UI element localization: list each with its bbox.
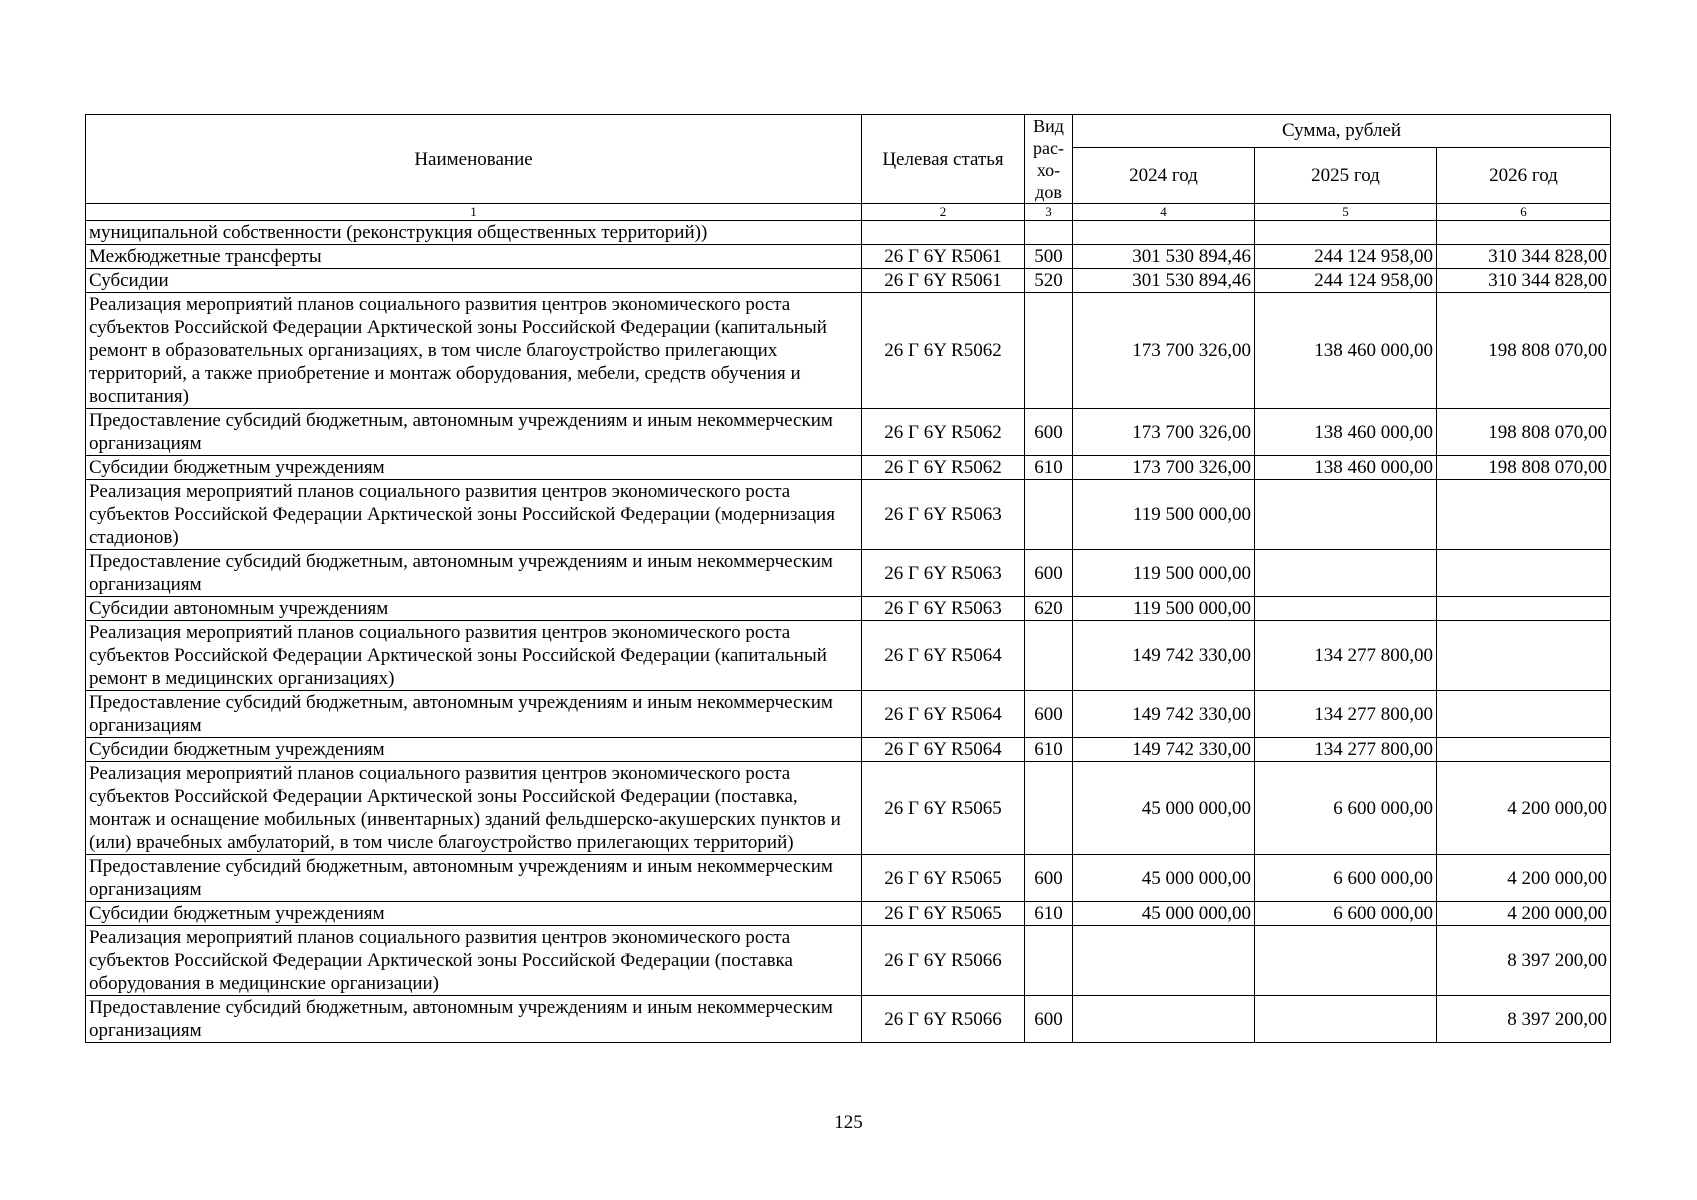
row-amount-2026-cell (1437, 597, 1611, 621)
row-amount-2025-cell: 244 124 958,00 (1255, 269, 1437, 293)
row-amount-2024-cell: 45 000 000,00 (1073, 855, 1255, 902)
row-expense-type-cell: 600 (1025, 409, 1073, 456)
row-name-cell: Реализация мероприятий планов социального развития центров экономического роста субъектов Российской Федерации Арктической зоны Российской Федерации (капитальный ремонт в медицинских организациях) (86, 621, 862, 691)
row-target-code-cell: 26 Г 6Y R5062 (862, 293, 1025, 409)
row-amount-2026-cell (1437, 480, 1611, 550)
row-amount-2025-cell (1255, 480, 1437, 550)
header-vid-line: Вид (1033, 116, 1064, 136)
row-name-cell: Субсидии бюджетным учреждениям (86, 738, 862, 762)
header-vid-line: рас- (1033, 138, 1064, 158)
row-amount-2026-cell: 310 344 828,00 (1437, 245, 1611, 269)
row-amount-2026-cell: 198 808 070,00 (1437, 409, 1611, 456)
row-expense-type-cell (1025, 480, 1073, 550)
row-amount-2024-cell: 45 000 000,00 (1073, 762, 1255, 855)
row-target-code-cell: 26 Г 6Y R5065 (862, 762, 1025, 855)
row-amount-2024-cell (1073, 221, 1255, 245)
row-amount-2024-cell: 149 742 330,00 (1073, 691, 1255, 738)
header-vid-line: хо- (1036, 160, 1061, 180)
table-row (86, 550, 1611, 597)
row-target-code-cell: 26 Г 6Y R5063 (862, 597, 1025, 621)
row-target-code-cell: 26 Г 6Y R5066 (862, 996, 1025, 1043)
column-number: 3 (1025, 204, 1073, 221)
row-amount-2025-cell: 138 460 000,00 (1255, 293, 1437, 409)
row-amount-2024-cell: 173 700 326,00 (1073, 293, 1255, 409)
row-amount-2026-cell: 8 397 200,00 (1437, 926, 1611, 996)
row-amount-2025-cell: 6 600 000,00 (1255, 855, 1437, 902)
column-number: 6 (1437, 204, 1611, 221)
table-row (86, 738, 1611, 762)
column-number-row (86, 204, 1611, 221)
row-name-cell: Предоставление субсидий бюджетным, автономным учреждениям и иным некоммерческим организациям (86, 996, 862, 1043)
row-target-code-cell: 26 Г 6Y R5065 (862, 855, 1025, 902)
row-expense-type-cell: 610 (1025, 456, 1073, 480)
table-row (86, 926, 1611, 996)
header-target: Целевая статья (862, 115, 1025, 204)
row-name-cell: Реализация мероприятий планов социального развития центров экономического роста субъектов Российской Федерации Арктической зоны Российской Федерации (модернизация стадионов) (86, 480, 862, 550)
row-name-cell: Реализация мероприятий планов социального развития центров экономического роста субъектов Российской Федерации Арктической зоны Российской Федерации (поставка, монтаж и оснащение мобильных (инвентарных) зданий фельдшерско-акушерских пунктов и (или) врачебных амбулаторий, в том числе благоустройство прилегающих территорий) (86, 762, 862, 855)
row-amount-2026-cell: 8 397 200,00 (1437, 996, 1611, 1043)
row-amount-2024-cell: 119 500 000,00 (1073, 550, 1255, 597)
row-amount-2026-cell (1437, 550, 1611, 597)
row-target-code-cell (862, 221, 1025, 245)
row-amount-2026-cell: 4 200 000,00 (1437, 902, 1611, 926)
row-expense-type-cell: 520 (1025, 269, 1073, 293)
row-expense-type-cell (1025, 762, 1073, 855)
row-name-cell: Субсидии (86, 269, 862, 293)
row-amount-2026-cell: 198 808 070,00 (1437, 293, 1611, 409)
row-expense-type-cell: 500 (1025, 245, 1073, 269)
row-name-cell: Межбюджетные трансферты (86, 245, 862, 269)
row-amount-2026-cell (1437, 621, 1611, 691)
row-name-cell: Предоставление субсидий бюджетным, автономным учреждениям и иным некоммерческим организациям (86, 855, 862, 902)
row-name-cell: Субсидии бюджетным учреждениям (86, 902, 862, 926)
table-row (86, 762, 1611, 855)
row-amount-2024-cell: 119 500 000,00 (1073, 597, 1255, 621)
table-row (86, 902, 1611, 926)
row-amount-2024-cell (1073, 996, 1255, 1043)
row-name-cell: Предоставление субсидий бюджетным, автономным учреждениям и иным некоммерческим организациям (86, 691, 862, 738)
budget-table (85, 114, 1611, 1043)
row-target-code-cell: 26 Г 6Y R5062 (862, 409, 1025, 456)
row-target-code-cell: 26 Г 6Y R5061 (862, 245, 1025, 269)
header-sum: Сумма, рублей (1073, 115, 1611, 148)
row-amount-2025-cell (1255, 550, 1437, 597)
table-row (86, 409, 1611, 456)
row-name-cell: муниципальной собственности (реконструкция общественных территорий)) (86, 221, 862, 245)
row-name-cell: Предоставление субсидий бюджетным, автономным учреждениям и иным некоммерческим организациям (86, 550, 862, 597)
row-name-cell: Реализация мероприятий планов социального развития центров экономического роста субъектов Российской Федерации Арктической зоны Российской Федерации (поставка оборудования в медицинские организации) (86, 926, 862, 996)
table-row (86, 456, 1611, 480)
row-target-code-cell: 26 Г 6Y R5064 (862, 738, 1025, 762)
table-row (86, 597, 1611, 621)
table-row (86, 293, 1611, 409)
row-name-cell: Реализация мероприятий планов социального развития центров экономического роста субъектов Российской Федерации Арктической зоны Российской Федерации (капитальный ремонт в образовательных организациях, в том числе благоустройство прилегающих территорий, а также приобретение и монтаж оборудования, мебели, средств обучения и воспитания) (86, 293, 862, 409)
row-expense-type-cell (1025, 293, 1073, 409)
row-amount-2025-cell: 244 124 958,00 (1255, 245, 1437, 269)
row-expense-type-cell (1025, 221, 1073, 245)
row-expense-type-cell: 600 (1025, 550, 1073, 597)
header-name: Наименование (86, 115, 862, 204)
row-expense-type-cell: 600 (1025, 691, 1073, 738)
row-amount-2025-cell (1255, 996, 1437, 1043)
table-row (86, 269, 1611, 293)
column-number: 4 (1073, 204, 1255, 221)
row-name-cell: Субсидии автономным учреждениям (86, 597, 862, 621)
header-vid (1025, 115, 1073, 204)
row-amount-2025-cell: 138 460 000,00 (1255, 456, 1437, 480)
row-target-code-cell: 26 Г 6Y R5064 (862, 621, 1025, 691)
header-year-2025: 2025 год (1255, 147, 1437, 203)
row-amount-2024-cell: 149 742 330,00 (1073, 621, 1255, 691)
row-target-code-cell: 26 Г 6Y R5066 (862, 926, 1025, 996)
row-amount-2024-cell: 301 530 894,46 (1073, 269, 1255, 293)
row-expense-type-cell: 620 (1025, 597, 1073, 621)
row-amount-2025-cell: 6 600 000,00 (1255, 902, 1437, 926)
page-number: 125 (834, 1112, 863, 1133)
row-amount-2024-cell: 119 500 000,00 (1073, 480, 1255, 550)
row-target-code-cell: 26 Г 6Y R5063 (862, 550, 1025, 597)
table-row (86, 221, 1611, 245)
row-expense-type-cell: 610 (1025, 738, 1073, 762)
row-name-cell: Субсидии бюджетным учреждениям (86, 456, 862, 480)
row-amount-2026-cell: 198 808 070,00 (1437, 456, 1611, 480)
row-target-code-cell: 26 Г 6Y R5062 (862, 456, 1025, 480)
row-amount-2024-cell: 45 000 000,00 (1073, 902, 1255, 926)
row-amount-2024-cell (1073, 926, 1255, 996)
row-amount-2026-cell: 310 344 828,00 (1437, 269, 1611, 293)
row-amount-2025-cell: 138 460 000,00 (1255, 409, 1437, 456)
row-target-code-cell: 26 Г 6Y R5061 (862, 269, 1025, 293)
row-expense-type-cell: 600 (1025, 855, 1073, 902)
row-amount-2025-cell (1255, 926, 1437, 996)
row-expense-type-cell: 610 (1025, 902, 1073, 926)
column-number: 2 (862, 204, 1025, 221)
row-name-cell: Предоставление субсидий бюджетным, автономным учреждениям и иным некоммерческим организациям (86, 409, 862, 456)
table-row (86, 996, 1611, 1043)
row-target-code-cell: 26 Г 6Y R5065 (862, 902, 1025, 926)
header-year-2024: 2024 год (1073, 147, 1255, 203)
header-row (86, 115, 1611, 148)
row-amount-2026-cell (1437, 738, 1611, 762)
row-amount-2025-cell (1255, 221, 1437, 245)
table-row (86, 480, 1611, 550)
row-target-code-cell: 26 Г 6Y R5064 (862, 691, 1025, 738)
row-expense-type-cell: 600 (1025, 996, 1073, 1043)
row-expense-type-cell (1025, 621, 1073, 691)
table-row (86, 245, 1611, 269)
table-row (86, 691, 1611, 738)
table-row (86, 855, 1611, 902)
table-row (86, 621, 1611, 691)
row-amount-2026-cell: 4 200 000,00 (1437, 855, 1611, 902)
row-amount-2024-cell: 301 530 894,46 (1073, 245, 1255, 269)
header-vid-line: дов (1035, 182, 1062, 202)
row-amount-2025-cell: 134 277 800,00 (1255, 738, 1437, 762)
row-target-code-cell: 26 Г 6Y R5063 (862, 480, 1025, 550)
row-expense-type-cell (1025, 926, 1073, 996)
row-amount-2025-cell (1255, 597, 1437, 621)
header-year-2026: 2026 год (1437, 147, 1611, 203)
column-number: 5 (1255, 204, 1437, 221)
row-amount-2026-cell (1437, 221, 1611, 245)
row-amount-2025-cell: 6 600 000,00 (1255, 762, 1437, 855)
row-amount-2025-cell: 134 277 800,00 (1255, 621, 1437, 691)
row-amount-2025-cell: 134 277 800,00 (1255, 691, 1437, 738)
row-amount-2024-cell: 149 742 330,00 (1073, 738, 1255, 762)
row-amount-2024-cell: 173 700 326,00 (1073, 456, 1255, 480)
row-amount-2024-cell: 173 700 326,00 (1073, 409, 1255, 456)
row-amount-2026-cell: 4 200 000,00 (1437, 762, 1611, 855)
row-amount-2026-cell (1437, 691, 1611, 738)
column-number: 1 (86, 204, 862, 221)
